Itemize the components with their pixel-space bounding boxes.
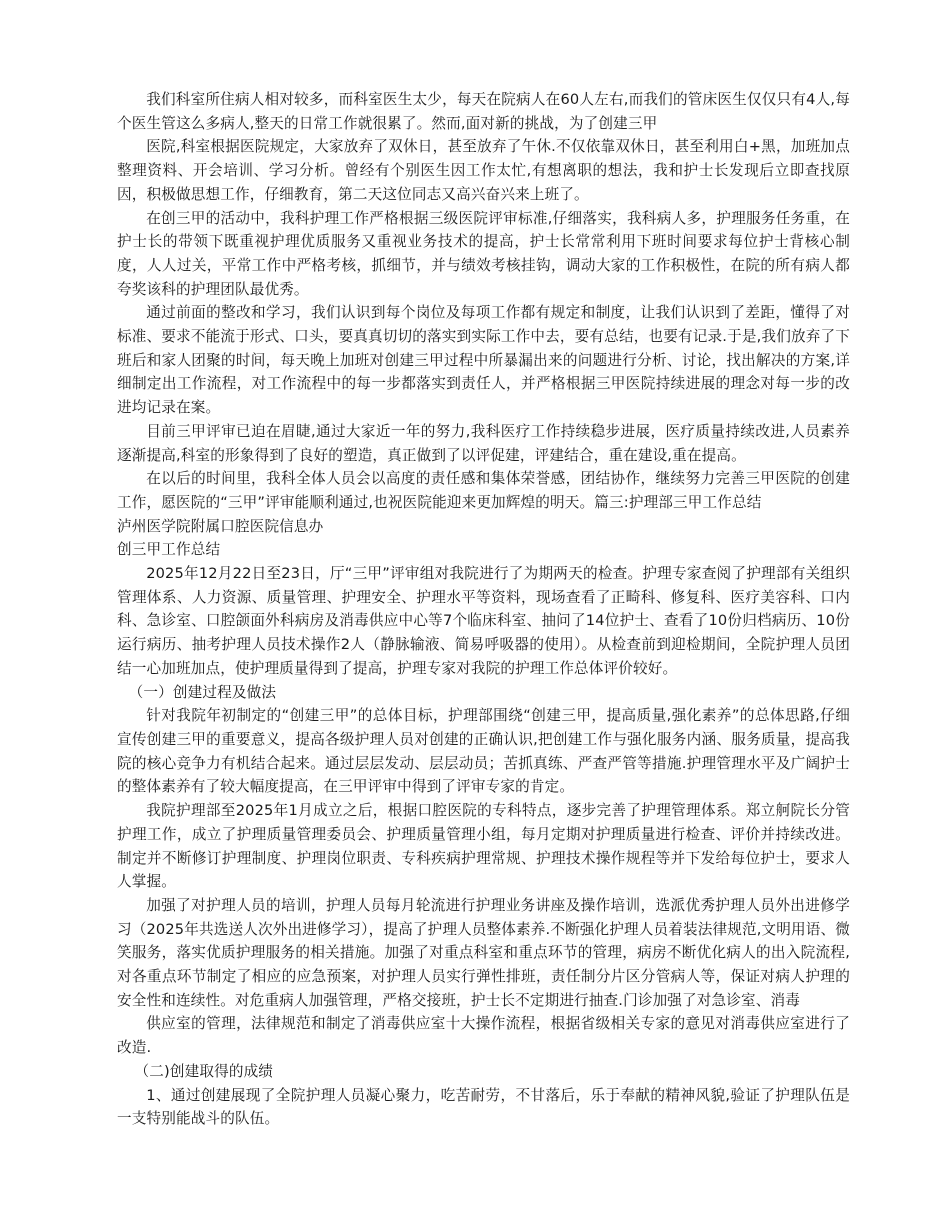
paragraph: 通过前面的整改和学习，我们认识到每个岗位及每项工作都有规定和制度，让我们认识到了差距，懂得了对标准、要求不能流于形式、口头，要真真切切的落实到实际工作中去，要有总结，也要有记录.于是,我们放弃了下班后和家人团聚的时间，每天晚上加班对创建三甲过程中所暴漏出来的问题进行分析、讨论，找出解决的方案,详细制定出工作流程，对工作流程中的每一步都落实到责任人，并严格根据三甲医院持续进展的理念对每一步的改进均记录在案。: [117, 304, 850, 417]
paragraph: 我们科室所住病人相对较多，而科室医生太少，每天在院病人在60人左右,而我们的管床医生仅仅只有4人,每个医生管这么多病人,整天的日常工作就很累了。然而,面对新的挑战，为了创建三甲: [117, 91, 850, 132]
paragraph: 供应室的管理，法律规范和制定了消毒供应室十大操作流程，根据省级相关专家的意见对消毒供应室进行了改造.: [117, 1015, 850, 1057]
section-title: 创三甲工作总结: [117, 541, 221, 559]
paragraph: 2025年12月22日至23日，厅“三甲”评审组对我院进行了为期两天的检查。护理专家查阅了护理部有关组织管理体系、人力资源、质量管理、护理安全、护理水平等资料，现场查看了正畸科、修复科、医疗美容科、口内科、急诊室、口腔颌面外科病房及消毒供应中心等7个临床科室、抽问了14位护士、查看了10份归档病历、10份运行病历、抽考护理人员技术操作2人（静脉输液、简易呼吸器的使用）。从检查前到迎检期间，全院护理人员团结一心加班加点，使护理质量得到了提高，护理专家对我院的护理工作总体评价较好。: [117, 565, 850, 677]
paragraph: 针对我院年初制定的“创建三甲”的总体目标，护理部围绕“创建三甲，提高质量,强化素养”的总体思路,仔细宣传创建三甲的重要意义，提高各级护理人员对创建的正确认识,把创建工作与强化服务内涵、服务质量，提高我院的核心竞争力有机结合起来。通过层层发动、层层动员；苦抓真练、严查严管等措施.护理管理水平及广阔护士的整体素养有了较大幅度提高，在三甲评审中得到了评审专家的肯定。: [117, 707, 850, 796]
paragraph: 医院,科室根据医院规定，大家放弃了双休日，甚至放弃了午休.不仅依靠双休日，甚至利用白+黑，加班加点整理资料、开会培训、学习分析。曾经有个别医生因工作太忙,有想离职的想法，我和护士长发现后立即查找原因，积极做思想工作，仔细教育，第二天这位同志又高兴奋兴来上班了。: [117, 138, 850, 203]
paragraph: 我院护理部至2025年1月成立之后，根据口腔医院的专科特点，逐步完善了护理管理体系。郑立舸院长分管护理工作，成立了护理质量管理委员会、护理质量管理小组，每月定期对护理质量进行检查、评价并持续改进。制定并不断修订护理制度、护理岗位职责、专科疾病护理常规、护理技术操作规程等并下发给每位护士，要求人人掌握。: [117, 802, 850, 891]
paragraph: 泸州医学院附属口腔医院信息办: [117, 517, 324, 535]
section-heading: （一）创建过程及做法: [128, 683, 277, 701]
paragraph: 在以后的时间里，我科全体人员会以高度的责任感和集体荣誉感，团结协作，继续努力完善三甲医院的创建工作，愿医院的“三甲”评审能顺利通过,也祝医院能迎来更加辉煌的明天。篇三:护理部三甲工作总结: [117, 470, 850, 511]
paragraph: 目前三甲评审已迫在眉睫,通过大家近一年的努力,我科医疗工作持续稳步进展，医疗质量持续改进,人员素养逐渐提高,科室的形象得到了良好的塑造，真正做到了以评促建，评建结合，重在建设,重在提高。: [117, 422, 850, 464]
paragraph: 加强了对护理人员的培训，护理人员每月轮流进行护理业务讲座及操作培训，选派优秀护理人员外出进修学习（2025年共选送人次外出进修学习），提高了护理人员整体素养.不断强化护理人员着装法律规范,文明用语、微笑服务，落实优质护理服务的相关措施。加强了对重点科室和重点环节的管理，病房不断优化病人的出入院流程,对各重点环节制定了相应的应急预案，对护理人员实行弹性排班，责任制分片区分管病人等，保证对病人护理的安全性和连续性。对危重病人加强管理，严格交接班，护士长不定期进行抽查.门诊加强了对急诊室、消毒: [117, 896, 850, 1009]
paragraph: 1、通过创建展现了全院护理人员凝心聚力，吃苦耐劳，不甘落后，乐于奉献的精神风貌,验证了护理队伍是一支特别能战斗的队伍。: [117, 1086, 850, 1128]
section-heading: （二)创建取得的成绩: [134, 1062, 274, 1080]
paragraph: 在创三甲的活动中，我科护理工作严格根据三级医院评审标准,仔细落实，我科病人多，护理服务任务重，在护士长的带领下既重视护理优质服务又重视业务技术的提高，护士长常常利用下班时间要求每位护士背核心制度，人人过关，平常工作中严格考核，抓细节，并与绩效考核挂钩，调动大家的工作积极性，在院的所有病人都夸奖该科的护理团队最优秀。: [117, 209, 850, 298]
